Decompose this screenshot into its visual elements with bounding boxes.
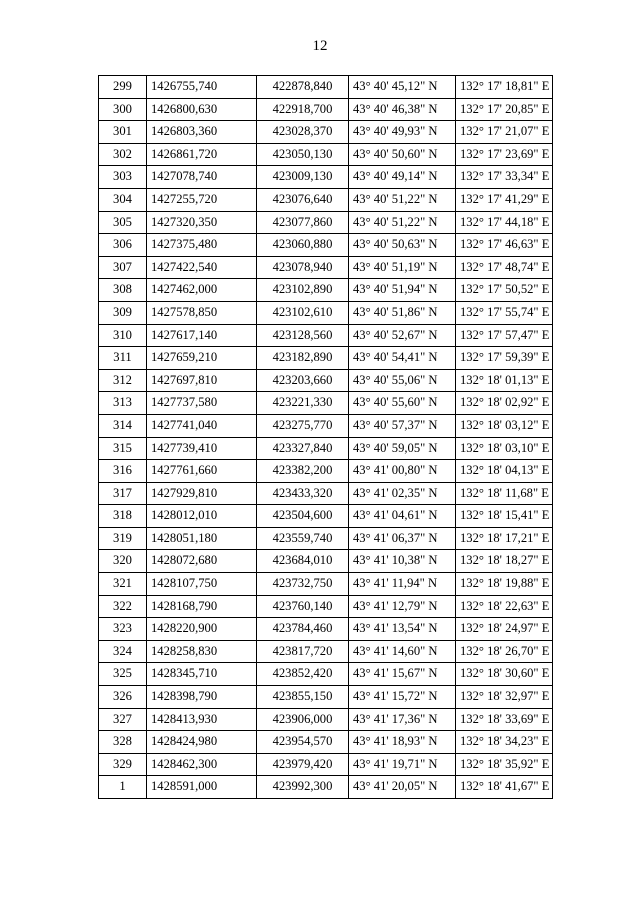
y-coordinate-cell: 423009,130 <box>257 166 349 189</box>
longitude-cell: 132° 18' 30,60" E <box>456 663 553 686</box>
table-row <box>99 324 553 347</box>
table-row <box>99 753 553 776</box>
table-row <box>99 550 553 573</box>
y-coordinate-cell: 423050,130 <box>257 143 349 166</box>
latitude-cell: 43° 40' 46,38" N <box>349 98 456 121</box>
table-row <box>99 392 553 415</box>
table-row <box>99 414 553 437</box>
table-row <box>99 460 553 483</box>
point-number-cell: 311 <box>99 347 147 370</box>
x-coordinate-cell: 1426803,360 <box>147 121 257 144</box>
y-coordinate-cell: 423504,600 <box>257 505 349 528</box>
longitude-cell: 132° 18' 32,97" E <box>456 686 553 709</box>
x-coordinate-cell: 1428591,000 <box>147 776 257 799</box>
point-number-cell: 326 <box>99 686 147 709</box>
longitude-cell: 132° 18' 19,88" E <box>456 573 553 596</box>
point-number-cell: 312 <box>99 369 147 392</box>
table-row <box>99 618 553 641</box>
longitude-cell: 132° 18' 15,41" E <box>456 505 553 528</box>
point-number-cell: 320 <box>99 550 147 573</box>
latitude-cell: 43° 40' 57,37" N <box>349 414 456 437</box>
x-coordinate-cell: 1428424,980 <box>147 731 257 754</box>
longitude-cell: 132° 18' 04,13" E <box>456 460 553 483</box>
y-coordinate-cell: 423275,770 <box>257 414 349 437</box>
x-coordinate-cell: 1427741,040 <box>147 414 257 437</box>
table-row <box>99 573 553 596</box>
y-coordinate-cell: 423182,890 <box>257 347 349 370</box>
table-row <box>99 686 553 709</box>
longitude-cell: 132° 17' 23,69" E <box>456 143 553 166</box>
x-coordinate-cell: 1427462,000 <box>147 279 257 302</box>
x-coordinate-cell: 1428220,900 <box>147 618 257 641</box>
point-number-cell: 318 <box>99 505 147 528</box>
latitude-cell: 43° 41' 15,67" N <box>349 663 456 686</box>
table-row <box>99 640 553 663</box>
point-number-cell: 300 <box>99 98 147 121</box>
point-number-cell: 307 <box>99 256 147 279</box>
longitude-cell: 132° 18' 35,92" E <box>456 753 553 776</box>
latitude-cell: 43° 40' 45,12" N <box>349 76 456 99</box>
table-row <box>99 708 553 731</box>
latitude-cell: 43° 41' 19,71" N <box>349 753 456 776</box>
longitude-cell: 132° 18' 03,12" E <box>456 414 553 437</box>
x-coordinate-cell: 1426800,630 <box>147 98 257 121</box>
longitude-cell: 132° 18' 02,92" E <box>456 392 553 415</box>
table-row <box>99 595 553 618</box>
latitude-cell: 43° 40' 49,14" N <box>349 166 456 189</box>
table-row <box>99 437 553 460</box>
latitude-cell: 43° 41' 00,80" N <box>349 460 456 483</box>
y-coordinate-cell: 423102,890 <box>257 279 349 302</box>
point-number-cell: 309 <box>99 301 147 324</box>
table-row <box>99 166 553 189</box>
y-coordinate-cell: 423078,940 <box>257 256 349 279</box>
x-coordinate-cell: 1428168,790 <box>147 595 257 618</box>
latitude-cell: 43° 41' 10,38" N <box>349 550 456 573</box>
y-coordinate-cell: 423817,720 <box>257 640 349 663</box>
y-coordinate-cell: 423433,320 <box>257 482 349 505</box>
x-coordinate-cell: 1427737,580 <box>147 392 257 415</box>
x-coordinate-cell: 1426755,740 <box>147 76 257 99</box>
x-coordinate-cell: 1428107,750 <box>147 573 257 596</box>
y-coordinate-cell: 423992,300 <box>257 776 349 799</box>
table-row <box>99 211 553 234</box>
y-coordinate-cell: 423327,840 <box>257 437 349 460</box>
point-number-cell: 319 <box>99 527 147 550</box>
point-number-cell: 299 <box>99 76 147 99</box>
x-coordinate-cell: 1427739,410 <box>147 437 257 460</box>
y-coordinate-cell: 423077,860 <box>257 211 349 234</box>
latitude-cell: 43° 40' 55,60" N <box>349 392 456 415</box>
longitude-cell: 132° 18' 41,67" E <box>456 776 553 799</box>
latitude-cell: 43° 41' 06,37" N <box>349 527 456 550</box>
point-number-cell: 314 <box>99 414 147 437</box>
table-row <box>99 527 553 550</box>
point-number-cell: 310 <box>99 324 147 347</box>
longitude-cell: 132° 18' 33,69" E <box>456 708 553 731</box>
longitude-cell: 132° 18' 03,10" E <box>456 437 553 460</box>
y-coordinate-cell: 423076,640 <box>257 188 349 211</box>
point-number-cell: 324 <box>99 640 147 663</box>
page-number: 12 <box>312 38 328 54</box>
latitude-cell: 43° 41' 17,36" N <box>349 708 456 731</box>
longitude-cell: 132° 17' 55,74" E <box>456 301 553 324</box>
longitude-cell: 132° 17' 41,29" E <box>456 188 553 211</box>
table-row <box>99 76 553 99</box>
point-number-cell: 321 <box>99 573 147 596</box>
point-number-cell: 327 <box>99 708 147 731</box>
x-coordinate-cell: 1428345,710 <box>147 663 257 686</box>
table-row <box>99 121 553 144</box>
x-coordinate-cell: 1428413,930 <box>147 708 257 731</box>
y-coordinate-cell: 423559,740 <box>257 527 349 550</box>
point-number-cell: 315 <box>99 437 147 460</box>
x-coordinate-cell: 1428051,180 <box>147 527 257 550</box>
point-number-cell: 301 <box>99 121 147 144</box>
longitude-cell: 132° 18' 22,63" E <box>456 595 553 618</box>
longitude-cell: 132° 18' 26,70" E <box>456 640 553 663</box>
x-coordinate-cell: 1427320,350 <box>147 211 257 234</box>
x-coordinate-cell: 1428012,010 <box>147 505 257 528</box>
y-coordinate-cell: 422918,700 <box>257 98 349 121</box>
longitude-cell: 132° 17' 48,74" E <box>456 256 553 279</box>
point-number-cell: 1 <box>99 776 147 799</box>
table-row <box>99 505 553 528</box>
y-coordinate-cell: 422878,840 <box>257 76 349 99</box>
x-coordinate-cell: 1427422,540 <box>147 256 257 279</box>
table-row <box>99 188 553 211</box>
table-row <box>99 776 553 799</box>
latitude-cell: 43° 41' 12,79" N <box>349 595 456 618</box>
x-coordinate-cell: 1427617,140 <box>147 324 257 347</box>
y-coordinate-cell: 423906,000 <box>257 708 349 731</box>
point-number-cell: 316 <box>99 460 147 483</box>
point-number-cell: 322 <box>99 595 147 618</box>
point-number-cell: 323 <box>99 618 147 641</box>
y-coordinate-cell: 423855,150 <box>257 686 349 709</box>
point-number-cell: 306 <box>99 234 147 257</box>
table-row <box>99 482 553 505</box>
longitude-cell: 132° 17' 33,34" E <box>456 166 553 189</box>
x-coordinate-cell: 1428462,300 <box>147 753 257 776</box>
latitude-cell: 43° 40' 51,22" N <box>349 211 456 234</box>
point-number-cell: 325 <box>99 663 147 686</box>
x-coordinate-cell: 1427761,660 <box>147 460 257 483</box>
y-coordinate-cell: 423203,660 <box>257 369 349 392</box>
x-coordinate-cell: 1427697,810 <box>147 369 257 392</box>
table-row <box>99 369 553 392</box>
table-row <box>99 279 553 302</box>
y-coordinate-cell: 423128,560 <box>257 324 349 347</box>
table-row <box>99 256 553 279</box>
latitude-cell: 43° 41' 18,93" N <box>349 731 456 754</box>
x-coordinate-cell: 1427375,480 <box>147 234 257 257</box>
latitude-cell: 43° 40' 59,05" N <box>349 437 456 460</box>
x-coordinate-cell: 1427255,720 <box>147 188 257 211</box>
longitude-cell: 132° 17' 50,52" E <box>456 279 553 302</box>
latitude-cell: 43° 40' 52,67" N <box>349 324 456 347</box>
latitude-cell: 43° 41' 11,94" N <box>349 573 456 596</box>
latitude-cell: 43° 40' 55,06" N <box>349 369 456 392</box>
y-coordinate-cell: 423102,610 <box>257 301 349 324</box>
table-row <box>99 98 553 121</box>
point-number-cell: 317 <box>99 482 147 505</box>
point-number-cell: 302 <box>99 143 147 166</box>
point-number-cell: 329 <box>99 753 147 776</box>
latitude-cell: 43° 41' 14,60" N <box>349 640 456 663</box>
x-coordinate-cell: 1428072,680 <box>147 550 257 573</box>
longitude-cell: 132° 17' 21,07" E <box>456 121 553 144</box>
y-coordinate-cell: 423221,330 <box>257 392 349 415</box>
latitude-cell: 43° 41' 13,54" N <box>349 618 456 641</box>
latitude-cell: 43° 40' 50,63" N <box>349 234 456 257</box>
longitude-cell: 132° 17' 57,47" E <box>456 324 553 347</box>
latitude-cell: 43° 40' 54,41" N <box>349 347 456 370</box>
longitude-cell: 132° 18' 17,21" E <box>456 527 553 550</box>
y-coordinate-cell: 423732,750 <box>257 573 349 596</box>
table-row <box>99 234 553 257</box>
longitude-cell: 132° 17' 44,18" E <box>456 211 553 234</box>
x-coordinate-cell: 1426861,720 <box>147 143 257 166</box>
point-number-cell: 328 <box>99 731 147 754</box>
latitude-cell: 43° 40' 51,19" N <box>349 256 456 279</box>
latitude-cell: 43° 41' 15,72" N <box>349 686 456 709</box>
latitude-cell: 43° 41' 20,05" N <box>349 776 456 799</box>
y-coordinate-cell: 423684,010 <box>257 550 349 573</box>
coordinates-table-body <box>99 76 553 799</box>
latitude-cell: 43° 40' 49,93" N <box>349 121 456 144</box>
y-coordinate-cell: 423979,420 <box>257 753 349 776</box>
y-coordinate-cell: 423784,460 <box>257 618 349 641</box>
x-coordinate-cell: 1427578,850 <box>147 301 257 324</box>
latitude-cell: 43° 40' 51,94" N <box>349 279 456 302</box>
y-coordinate-cell: 423028,370 <box>257 121 349 144</box>
point-number-cell: 305 <box>99 211 147 234</box>
longitude-cell: 132° 17' 18,81" E <box>456 76 553 99</box>
table-row <box>99 301 553 324</box>
point-number-cell: 308 <box>99 279 147 302</box>
table-row <box>99 347 553 370</box>
table-row <box>99 143 553 166</box>
latitude-cell: 43° 40' 51,22" N <box>349 188 456 211</box>
longitude-cell: 132° 18' 11,68" E <box>456 482 553 505</box>
longitude-cell: 132° 18' 01,13" E <box>456 369 553 392</box>
y-coordinate-cell: 423382,200 <box>257 460 349 483</box>
y-coordinate-cell: 423852,420 <box>257 663 349 686</box>
x-coordinate-cell: 1428258,830 <box>147 640 257 663</box>
coordinates-table <box>98 75 553 799</box>
longitude-cell: 132° 18' 34,23" E <box>456 731 553 754</box>
y-coordinate-cell: 423954,570 <box>257 731 349 754</box>
x-coordinate-cell: 1428398,790 <box>147 686 257 709</box>
longitude-cell: 132° 18' 24,97" E <box>456 618 553 641</box>
latitude-cell: 43° 40' 50,60" N <box>349 143 456 166</box>
longitude-cell: 132° 17' 59,39" E <box>456 347 553 370</box>
longitude-cell: 132° 18' 18,27" E <box>456 550 553 573</box>
x-coordinate-cell: 1427078,740 <box>147 166 257 189</box>
point-number-cell: 313 <box>99 392 147 415</box>
x-coordinate-cell: 1427659,210 <box>147 347 257 370</box>
table-row <box>99 663 553 686</box>
x-coordinate-cell: 1427929,810 <box>147 482 257 505</box>
longitude-cell: 132° 17' 20,85" E <box>456 98 553 121</box>
point-number-cell: 303 <box>99 166 147 189</box>
latitude-cell: 43° 41' 04,61" N <box>349 505 456 528</box>
y-coordinate-cell: 423760,140 <box>257 595 349 618</box>
longitude-cell: 132° 17' 46,63" E <box>456 234 553 257</box>
point-number-cell: 304 <box>99 188 147 211</box>
y-coordinate-cell: 423060,880 <box>257 234 349 257</box>
table-row <box>99 731 553 754</box>
latitude-cell: 43° 41' 02,35" N <box>349 482 456 505</box>
latitude-cell: 43° 40' 51,86" N <box>349 301 456 324</box>
